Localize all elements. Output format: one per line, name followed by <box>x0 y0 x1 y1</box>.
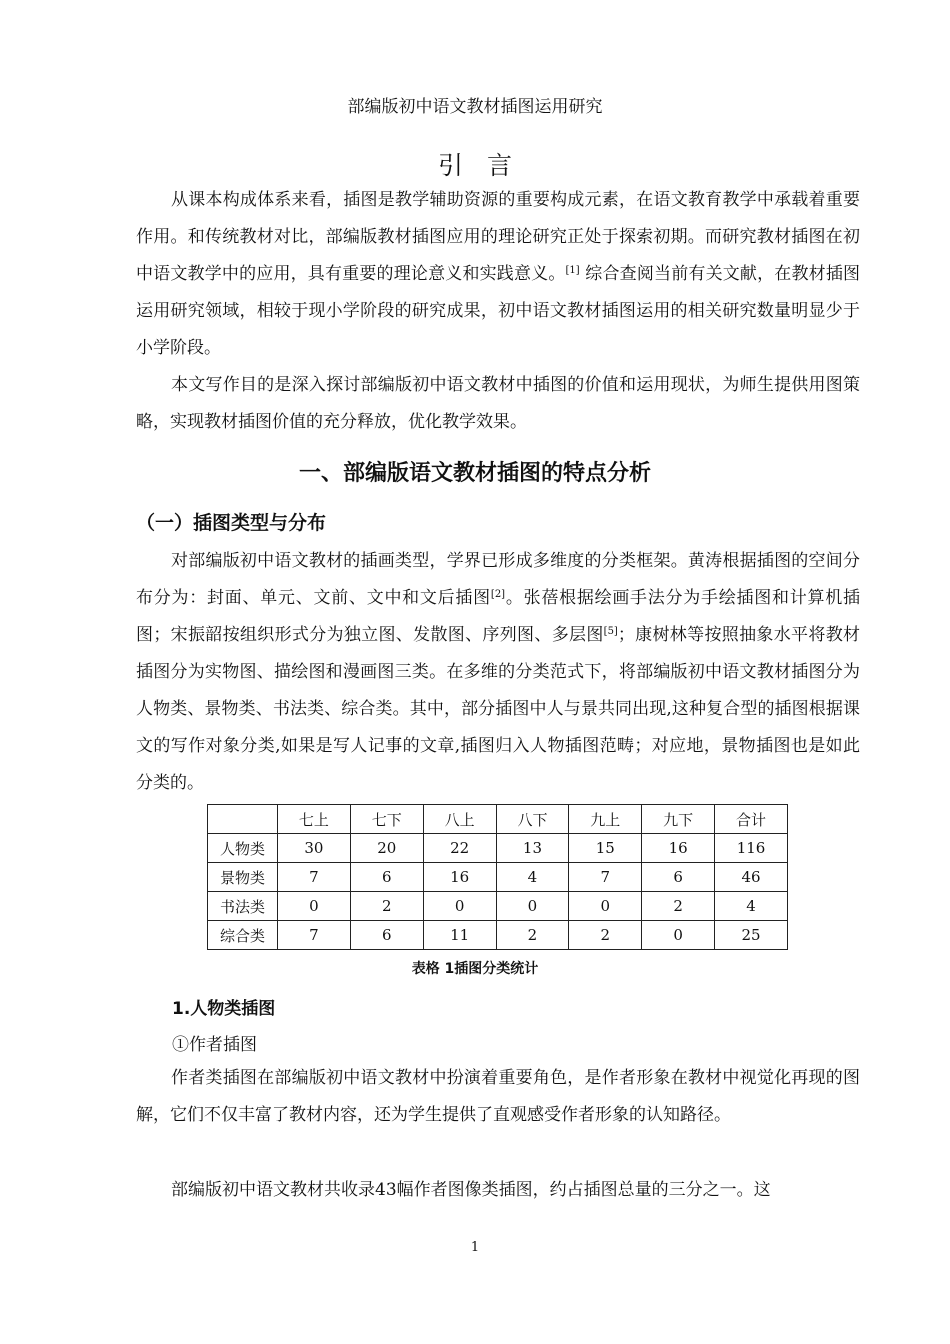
table-header-cell <box>208 805 278 834</box>
table-cell: 0 <box>278 892 351 921</box>
table-cell: 0 <box>496 892 569 921</box>
table-cell: 22 <box>423 834 496 863</box>
intro-paragraph-2: 本文写作目的是深入探讨部编版初中语文教材中插图的价值和运用现状，为师生提供用图策略，实现教材插图价值的充分释放，优化教学效果。 <box>136 375 860 432</box>
table-header-cell: 七上 <box>278 805 351 834</box>
table-header-cell: 九上 <box>569 805 642 834</box>
section-1-title: 一、部编版语文教材插图的特点分析 <box>298 461 651 486</box>
subsection-1-title: （一）插图类型与分布 <box>136 512 327 534</box>
item-1-paragraph-1: 作者类插图在部编版初中语文教材中扮演着重要角色，是作者形象在教材中视觉化再现的图解，它们不仅丰富了教材内容，还为学生提供了直观感受作者形象的认知路径。 <box>136 1068 860 1125</box>
table-cell: 11 <box>423 921 496 950</box>
item-1-heading: 1.人物类插图 <box>172 999 276 1019</box>
intro-title: 引言 <box>437 151 536 180</box>
item-1-paragraph-2: 部编版初中语文教材共收录43幅作者图像类插图，约占插图总量的三分之一。这 <box>171 1180 771 1200</box>
section-1-paragraph-1-text-c: ；康树林等按照抽象水平将教材插图分为实物图、描绘图和漫画图三类。在多维的分类范式下，将部编版初中语文教材插图分为人物类、景物类、书法类、综合类。其中，部分插图中人与景共同出现,这种复合型的插图根据课文的写作对象分类,如果是写人记事的文章,插图归入人物插图范畴；对应地，景物插图也是如此分类的。 <box>136 625 861 793</box>
table-cell: 6 <box>350 921 423 950</box>
table-header-cell: 合计 <box>715 805 788 834</box>
citation-ref: [1] <box>565 265 580 276</box>
table-cell: 书法类 <box>208 892 278 921</box>
section-1-paragraph-1-text-a: 对部编版初中语文教材的插画类型，学界已形成多维度的分类框架。黄涛根据插图的空间分布分为：封面、单元、文前、文中和文后插图 <box>136 551 860 608</box>
table-cell: 6 <box>350 863 423 892</box>
table-cell: 0 <box>642 921 715 950</box>
table-cell: 15 <box>569 834 642 863</box>
table-header-cell: 九下 <box>642 805 715 834</box>
table-cell: 7 <box>278 921 351 950</box>
table-cell: 46 <box>715 863 788 892</box>
table-cell: 7 <box>569 863 642 892</box>
item-1-subheading: ①作者插图 <box>172 1035 257 1055</box>
running-title: 部编版初中语文教材插图运用研究 <box>347 97 603 117</box>
table-cell: 2 <box>642 892 715 921</box>
table-cell: 综合类 <box>208 921 278 950</box>
section-1-paragraph-1-text-b: 。张蓓根据绘画手法分为手绘插图和计算机插图；宋振韶按组织形式分为独立图、发散图、序列图、多层图 <box>136 588 861 645</box>
section-1-paragraph-1 <box>136 543 860 802</box>
table-cell: 景物类 <box>208 863 278 892</box>
table-cell: 2 <box>569 921 642 950</box>
table-cell: 7 <box>278 863 351 892</box>
table-row <box>208 892 788 921</box>
table-header-row <box>208 805 788 834</box>
table-cell: 16 <box>423 863 496 892</box>
table-header-cell: 八下 <box>496 805 569 834</box>
table-cell: 4 <box>496 863 569 892</box>
table-cell: 4 <box>715 892 788 921</box>
table-cell: 25 <box>715 921 788 950</box>
table-cell: 2 <box>350 892 423 921</box>
table-cell: 0 <box>569 892 642 921</box>
table-caption: 表格 1插图分类统计 <box>411 961 539 977</box>
table-cell: 20 <box>350 834 423 863</box>
intro-paragraph-1-text-b: 综合查阅当前有关文献，在教材插图运用研究领域，相较于现小学阶段的研究成果，初中语文教材插图运用的相关研究数量明显少于小学阶段。 <box>136 264 861 358</box>
citation-ref: [2] <box>490 589 506 600</box>
table-cell: 人物类 <box>208 834 278 863</box>
intro-paragraph-1-text-a: 从课本构成体系来看，插图是教学辅助资源的重要构成元素，在语文教育教学中承载着重要作用。和传统教材对比，部编版教材插图应用的理论研究正处于探索初期。而研究教材插图在初中语文教学中的应用，具有重要的理论意义和实践意义。 <box>136 190 860 284</box>
table-header-cell: 七下 <box>350 805 423 834</box>
table-cell: 2 <box>496 921 569 950</box>
table-header-cell: 八上 <box>423 805 496 834</box>
table-cell: 0 <box>423 892 496 921</box>
table-cell: 13 <box>496 834 569 863</box>
citation-ref: [5] <box>603 626 618 637</box>
table-row <box>208 921 788 950</box>
table-cell: 6 <box>642 863 715 892</box>
table-cell: 116 <box>715 834 788 863</box>
table-row <box>208 834 788 863</box>
table-cell: 30 <box>278 834 351 863</box>
table-row <box>208 863 788 892</box>
page-number: 1 <box>470 1240 480 1255</box>
classification-table <box>207 804 788 950</box>
intro-paragraph-1 <box>136 182 860 367</box>
table-cell: 16 <box>642 834 715 863</box>
